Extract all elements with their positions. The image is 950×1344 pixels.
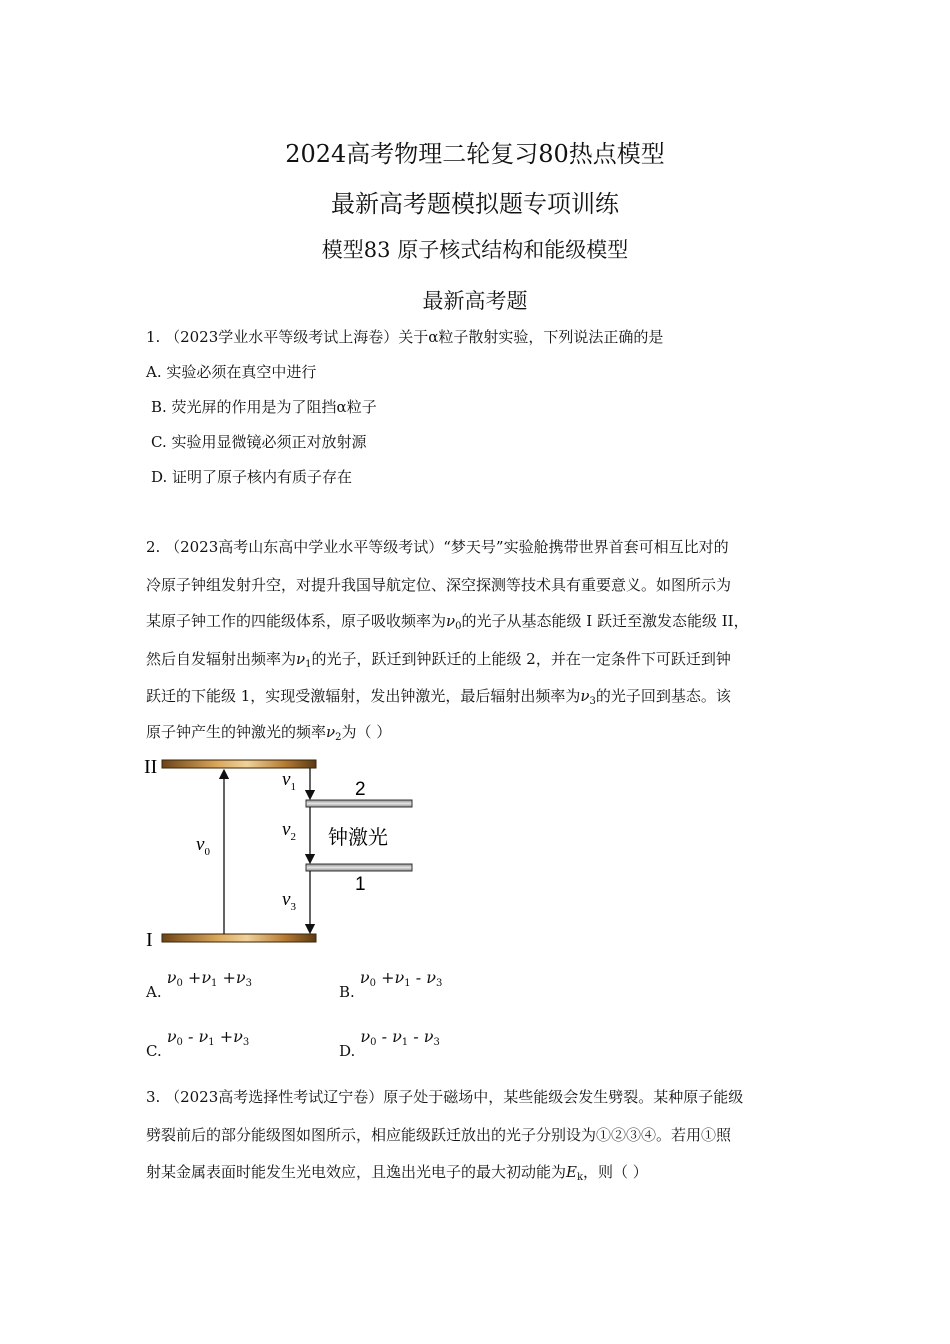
q2-line-4: 然后自发辐射出频率为$\nu_1$的光子，跃迁到钟跃迁的上能级 2，并在一定条件下可跃迁到钟	[146, 650, 731, 670]
q2-line-6: 原子钟产生的钟激光的频率$\nu_2$为（ ）	[146, 723, 392, 743]
q1-option-c: C. 实验用显微镜必须正对放射源	[151, 433, 367, 451]
q2-option-d-formula: ν0 - ν1 - ν3	[360, 1027, 440, 1048]
label-level-2: 2	[355, 779, 366, 800]
label-level-1: 1	[355, 874, 366, 895]
label-nu1: $\nu_1$	[282, 769, 296, 793]
energy-level-diagram	[140, 752, 430, 952]
q2-option-a-formula: ν0 +ν1 +ν3	[166, 968, 253, 989]
q2-option-c-formula: ν0 - ν1 +ν3	[166, 1027, 250, 1048]
label-nu2: $\nu_2$	[282, 819, 296, 843]
title-line-1: 2024高考物理二轮复习80热点模型	[285, 140, 665, 168]
title-line-2: 最新高考题模拟题专项训练	[331, 190, 619, 218]
q1-option-a: A. 实验必须在真空中进行	[146, 363, 317, 381]
q2-option-a: A. ν0 +ν1 +ν3	[146, 968, 253, 1001]
label-nu3: $\nu_3$	[282, 889, 296, 913]
q2-line-3: 某原子钟工作的四能级体系，原子吸收频率为$\nu_0$的光子从基态能级 I 跃迁至激发态能级 II，	[146, 612, 749, 632]
level-1-bar	[306, 864, 412, 871]
q2-line-2: 冷原子钟组发射升空，对提升我国导航定位、深空探测等技术具有重要意义。如图所示为	[146, 576, 732, 594]
q3-line-2: 劈裂前后的部分能级图如图所示，相应能级跃迁放出的光子分别设为①②③④。若用①照	[146, 1126, 732, 1144]
label-level-I: I	[146, 929, 153, 951]
q1-option-d: D. 证明了原子核内有质子存在	[151, 468, 353, 486]
level-II-bar	[162, 760, 316, 768]
q2-line-5: 跃迁的下能级 1，实现受激辐射，发出钟激光，最后辐射出频率为$\nu_3$的光子回到基态。该	[146, 687, 731, 707]
level-2-bar	[306, 800, 412, 807]
q2-option-d: D. ν0 - ν1 - ν3	[339, 1027, 440, 1060]
label-level-II: II	[144, 756, 158, 778]
q3-line-3: 射某金属表面时能发生光电效应，且逸出光电子的最大初动能为$E_k$，则（ ）	[146, 1163, 648, 1183]
q3-line-1: 3. （2023高考选择性考试辽宁卷）原子处于磁场中，某些能级会发生劈裂。某种原子能级	[146, 1088, 744, 1106]
q2-option-b-formula: ν0 +ν1 - ν3	[359, 968, 443, 989]
label-clock-laser: 钟激光	[328, 825, 388, 849]
q1-stem: 1. （2023学业水平等级考试上海卷）关于α粒子散射实验，下列说法正确的是	[146, 328, 664, 346]
label-nu0: $\nu_0$	[196, 834, 210, 858]
q1-option-b: B. 荧光屏的作用是为了阻挡α粒子	[151, 398, 377, 416]
q2-line-1: 2. （2023高考山东高中学业水平等级考试）“梦天号”实验舱携带世界首套可相互比对的	[146, 538, 729, 556]
q2-option-b: B. ν0 +ν1 - ν3	[339, 968, 443, 1001]
section-title: 最新高考题	[422, 289, 528, 313]
level-I-bar	[162, 934, 316, 942]
title-line-3: 模型83 原子核式结构和能级模型	[321, 238, 629, 262]
q2-option-c: C. ν0 - ν1 +ν3	[146, 1027, 250, 1060]
